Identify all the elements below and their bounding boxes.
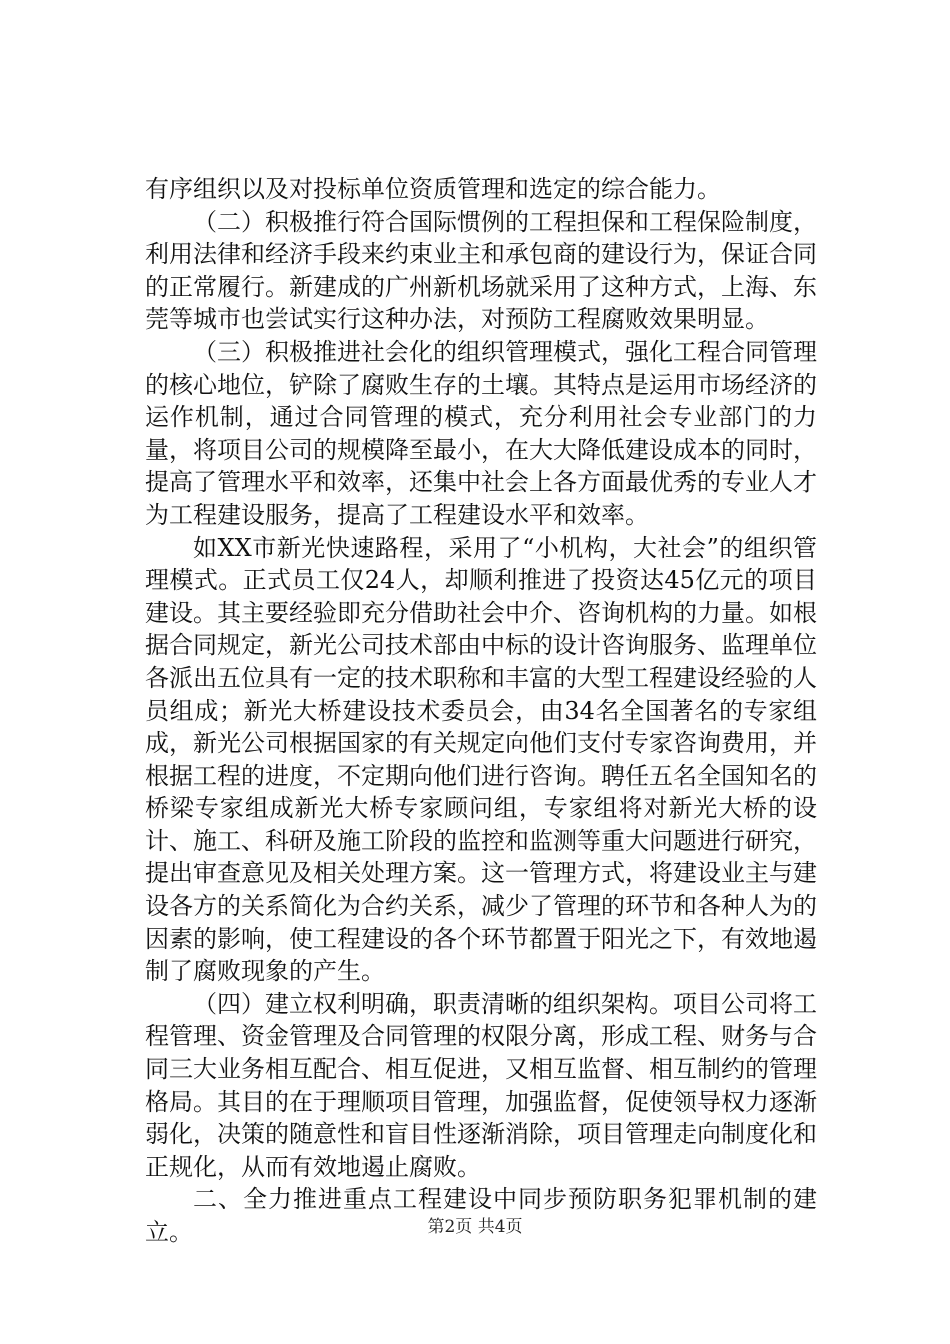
paragraph-example: 如XX市新光快速路程，采用了“小机构，大社会”的组织管理模式。正式员工仅24人，却顺利推进了投资达45亿元的项目建设。其主要经验即充分借助社会中介、咨询机构的力量。如根据合同规定，新光公司技术部由中标的设计咨询服务、监理单位各派出五位具有一定的技术职称和丰富的大型工程建设经验的人员组成；新光大桥建设技术委员会，由34名全国著名的专家组成，新光公司根据国家的有关规定向他们支付专家咨询费用，并根据工程的进度，不定期向他们进行咨询。聘任五名全国知名的桥梁专家组成新光大桥专家顾问组，专家组将对新光大桥的设计、施工、科研及施工阶段的监控和监测等重大问题进行研究，提出审查意见及相关处理方案。这一管理方式，将建设业主与建设各方的关系简化为合约关系，减少了管理的环节和各种人为的因素的影响，使工程建设的各个环节都置于阳光之下，有效地遏制了腐败现象的产生。 (145, 533, 817, 986)
page-footer (0, 1216, 950, 1238)
page-number: 第2页 共4页 (427, 1217, 523, 1237)
paragraph-continuation: 有序组织以及对投标单位资质管理和选定的综合能力。 (145, 175, 721, 203)
document-body (145, 173, 817, 1249)
paragraph-item-4: （四）建立权利明确，职责清晰的组织架构。项目公司将工程管理、资金管理及合同管理的权限分离，形成工程、财务与合同三大业务相互配合、相互促进，又相互监督、相互制约的管理格局。其目的在于理顺项目管理，加强监督，促使领导权力逐渐弱化，决策的随意性和盲目性逐渐消除，项目管理走向制度化和正规化，从而有效地遏止腐败。 (145, 989, 817, 1181)
paragraph-item-3: （三）积极推进社会化的组织管理模式，强化工程合同管理的核心地位，铲除了腐败生存的土壤。其特点是运用市场经济的运作机制，通过合同管理的模式，充分利用社会专业部门的力量，将项目公司的规模降至最小，在大大降低建设成本的同时，提高了管理水平和效率，还集中社会上各方面最优秀的专业人才为工程建设服务，提高了工程建设水平和效率。 (145, 337, 817, 529)
paragraph-item-2: （二）积极推行符合国际惯例的工程担保和工程保险制度，利用法律和经济手段来约束业主和承包商的建设行为，保证合同的正常履行。新建成的广州新机场就采用了这种方式，上海、东莞等城市也尝试实行这种办法，对预防工程腐败效果明显。 (145, 207, 817, 334)
section-heading-2: 二、全力推进重点工程建设中同步预防职务犯罪机制的建立。 (145, 1185, 817, 1246)
